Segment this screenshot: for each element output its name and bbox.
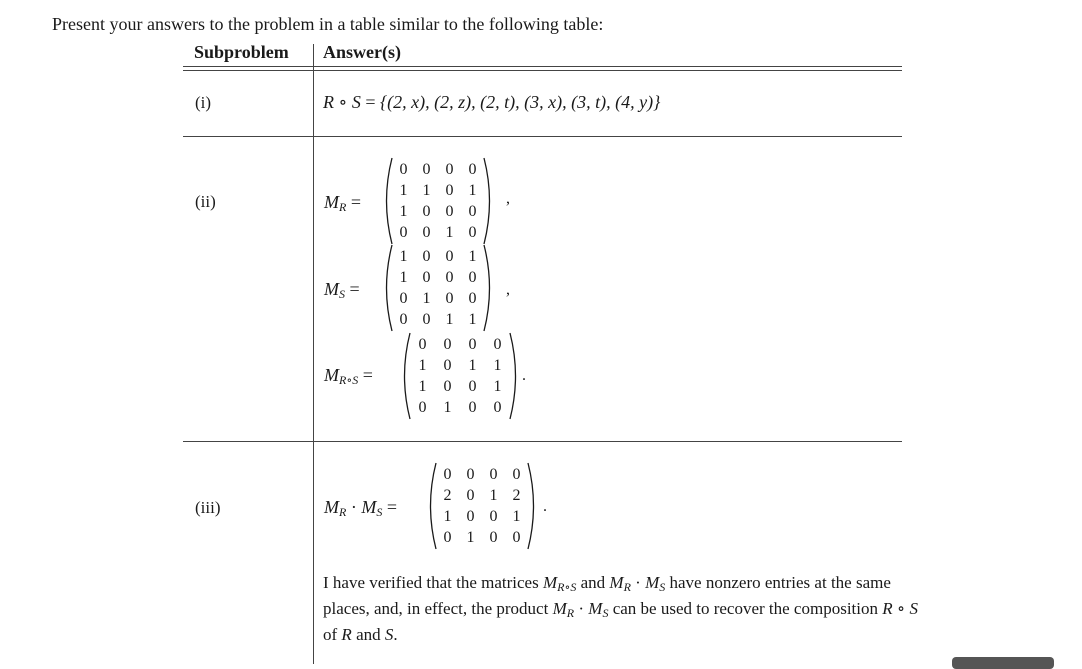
matrix-cell: 0	[468, 378, 477, 395]
ms-punct: ,	[506, 281, 510, 298]
intro-text: Present your answers to the problem in a table similar to the following table:	[52, 14, 604, 34]
matrix-cell: 0	[489, 529, 498, 546]
matrix-cell: 1	[445, 311, 454, 328]
mr-punct: ,	[506, 190, 510, 207]
matrix-cell: 1	[418, 357, 427, 374]
matrix-cell: 0	[445, 182, 454, 199]
matrix-cell: 1	[493, 357, 502, 374]
product-label: $M_R \cdot M_S$ =	[324, 497, 397, 519]
matrix-cell: 1	[399, 269, 408, 286]
matrix-cell: 0	[399, 290, 408, 307]
matrix-cell: 0	[422, 224, 431, 241]
matrix-cell: 0	[445, 290, 454, 307]
row-label-ii: (ii)	[195, 192, 216, 211]
right-paren	[482, 157, 496, 245]
row-divider-1	[183, 136, 902, 137]
matrix-cell: 0	[443, 378, 452, 395]
matrix-cell: 0	[443, 336, 452, 353]
matrix-cell: 1	[422, 182, 431, 199]
matrix-cell: 0	[489, 466, 498, 483]
matrix-cell: 0	[418, 399, 427, 416]
mros-punct: .	[522, 367, 526, 384]
right-paren	[526, 462, 540, 550]
composition-equation	[323, 92, 660, 113]
matrix-cells	[392, 246, 484, 330]
ms-label: $M_S$ =	[324, 279, 360, 301]
matrix-cell: 0	[468, 224, 477, 241]
matrix-cell: 2	[443, 487, 452, 504]
matrix-cells	[436, 464, 528, 548]
composition-rhs: {(2, x), (2, z), (2, t), (3, x), (3, t), (4, y)}	[379, 92, 661, 112]
matrix-cell: 1	[468, 357, 477, 374]
scrollbar-thumb[interactable]	[952, 657, 1054, 669]
matrix-mr	[380, 157, 496, 245]
matrix-cell: 1	[493, 378, 502, 395]
matrix-cell: 0	[512, 529, 521, 546]
matrix-cell: 0	[468, 269, 477, 286]
column-divider	[313, 44, 314, 664]
product-punct: .	[543, 498, 547, 515]
matrix-cell: 1	[468, 248, 477, 265]
matrix-cell: 0	[422, 203, 431, 220]
matrix-cell: 0	[489, 508, 498, 525]
matrix-cell: 1	[418, 378, 427, 395]
matrix-cell: 0	[422, 248, 431, 265]
matrix-cell: 0	[466, 466, 475, 483]
matrix-cell: 1	[468, 311, 477, 328]
matrix-cell: 1	[445, 224, 454, 241]
composition-equals: =	[360, 92, 380, 112]
matrix-cells	[392, 159, 484, 243]
header-subproblem: Subproblem	[194, 42, 289, 62]
row-divider-2	[183, 441, 902, 442]
header-rule-bottom	[183, 70, 902, 71]
matrix-product	[424, 462, 540, 550]
matrix-ms	[380, 244, 496, 332]
matrix-cell: 0	[422, 161, 431, 178]
matrix-cell: 1	[399, 203, 408, 220]
matrix-cell: 0	[399, 224, 408, 241]
matrix-cell: 1	[466, 529, 475, 546]
matrix-cell: 0	[468, 399, 477, 416]
matrix-cell: 0	[443, 466, 452, 483]
matrix-cell: 1	[468, 182, 477, 199]
matrix-cell: 0	[445, 203, 454, 220]
matrix-cell: 0	[445, 161, 454, 178]
header-answers: Answer(s)	[323, 42, 401, 62]
matrix-cell: 1	[512, 508, 521, 525]
right-paren	[508, 332, 522, 420]
matrix-cell: 0	[512, 466, 521, 483]
verification-note: I have verified that the matrices $M_{R\circ S}$ and $M_R \cdot M_S$ have nonzero entries at the same places, and, in effect, the product $M_R \cdot M_S$ can be used to recover the composition R ∘ S of R and S.	[323, 573, 918, 644]
matrix-cell: 2	[512, 487, 521, 504]
matrix-cell: 0	[466, 487, 475, 504]
matrix-cell: 1	[399, 248, 408, 265]
matrix-cell: 0	[399, 311, 408, 328]
matrix-cell: 1	[489, 487, 498, 504]
matrix-cell: 0	[468, 161, 477, 178]
matrix-cell: 0	[445, 248, 454, 265]
matrix-cell: 0	[443, 357, 452, 374]
matrix-cell: 1	[443, 399, 452, 416]
row-label-iii: (iii)	[195, 498, 221, 517]
matrix-cell: 0	[422, 269, 431, 286]
matrix-cell: 0	[443, 529, 452, 546]
right-paren	[482, 244, 496, 332]
matrix-cell: 0	[468, 336, 477, 353]
matrix-mros	[398, 332, 522, 420]
matrix-cell: 0	[422, 311, 431, 328]
matrix-cell: 0	[493, 336, 502, 353]
matrix-cell: 0	[493, 399, 502, 416]
matrix-cell: 0	[399, 161, 408, 178]
mros-label: $M_{R\circ S}$ =	[324, 365, 373, 387]
matrix-cell: 0	[445, 269, 454, 286]
matrix-cell: 0	[466, 508, 475, 525]
matrix-cell: 0	[468, 290, 477, 307]
matrix-cell: 0	[468, 203, 477, 220]
matrix-cell: 1	[422, 290, 431, 307]
composition-lhs: R ∘ S	[323, 92, 361, 112]
header-rule-top	[183, 66, 902, 67]
mr-label: $M_R$ =	[324, 192, 361, 214]
row-label-i: (i)	[195, 93, 212, 112]
matrix-cell: 0	[418, 336, 427, 353]
matrix-cells	[410, 334, 510, 418]
matrix-cell: 1	[443, 508, 452, 525]
matrix-cell: 1	[399, 182, 408, 199]
